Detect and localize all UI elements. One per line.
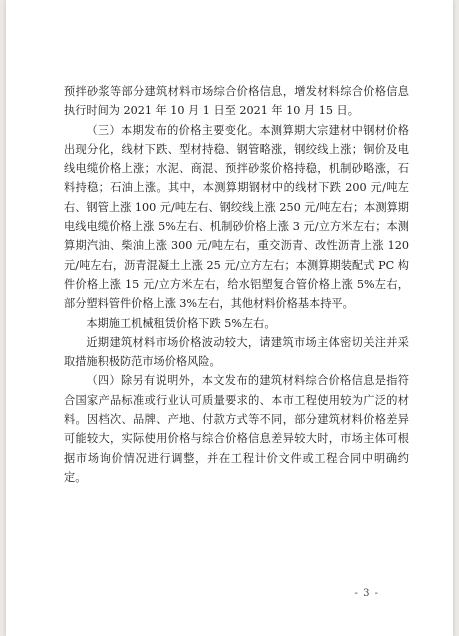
paragraph-risk-notice: 近期建筑材料市场价格波动较大，请建筑市场主体密切关注并采取措施积极防范市场价格风险。 <box>64 335 409 369</box>
document-page <box>6 0 453 636</box>
paragraph-price-changes: （三）本期发布的价格主要变化。本测算期大宗建材中钢材价格出现分化，线材下跌、型材持稳、钢管略涨，钢绞线上涨；铜价及电线电缆价格上涨；水泥、商混、预拌砂浆价格持稳，机制砂略涨，石料持稳；石油上涨。其中，本测算期钢材中的线材下跌 200 元/吨左右、钢管上涨 100 元/吨左右、钢绞线上涨 250 元/吨左右；本测算期电线电缆价格上涨 5%左右、机制砂价格上涨 3 元/立方米左右；本测算期汽油、柴油上涨 300 元/吨左右，重交沥青、改性沥青上涨 120 元/吨左右，沥青混凝土上涨 25 元/立方左右；本测算期装配式 PC 构件价格上涨 15 元/立方米左右，给水铝塑复合管价格上涨 5%左右，部分塑料管件价格上涨 3%左右，其他材料价格基本持平。 <box>64 123 409 311</box>
paragraph-validity-period: 预拌砂浆等部分建筑材料市场综合价格信息，增发材料综合价格信息执行时间为 2021 年 10 月 1 日至 2021 年 10 月 15 日。 <box>64 85 409 118</box>
document-body <box>64 82 409 487</box>
page-number: - 3 - <box>354 588 379 599</box>
paragraph-machinery-rental: 本期施工机械租赁价格下跌 5%左右。 <box>86 316 276 330</box>
paragraph-general-notes: （四）除另有说明外，本文发布的建筑材料综合价格信息是指符合国家产品标准或行业认可质量要求的、本市工程使用较为广泛的材料。因档次、品牌、产地、付款方式等不同，部分建筑材料价格差异可能较大，实际使用价格与综合价格信息差异较大时，市场主体可根据市场询价情况进行调整，并在工程计价文件或工程合同中明确约定。 <box>64 374 409 484</box>
